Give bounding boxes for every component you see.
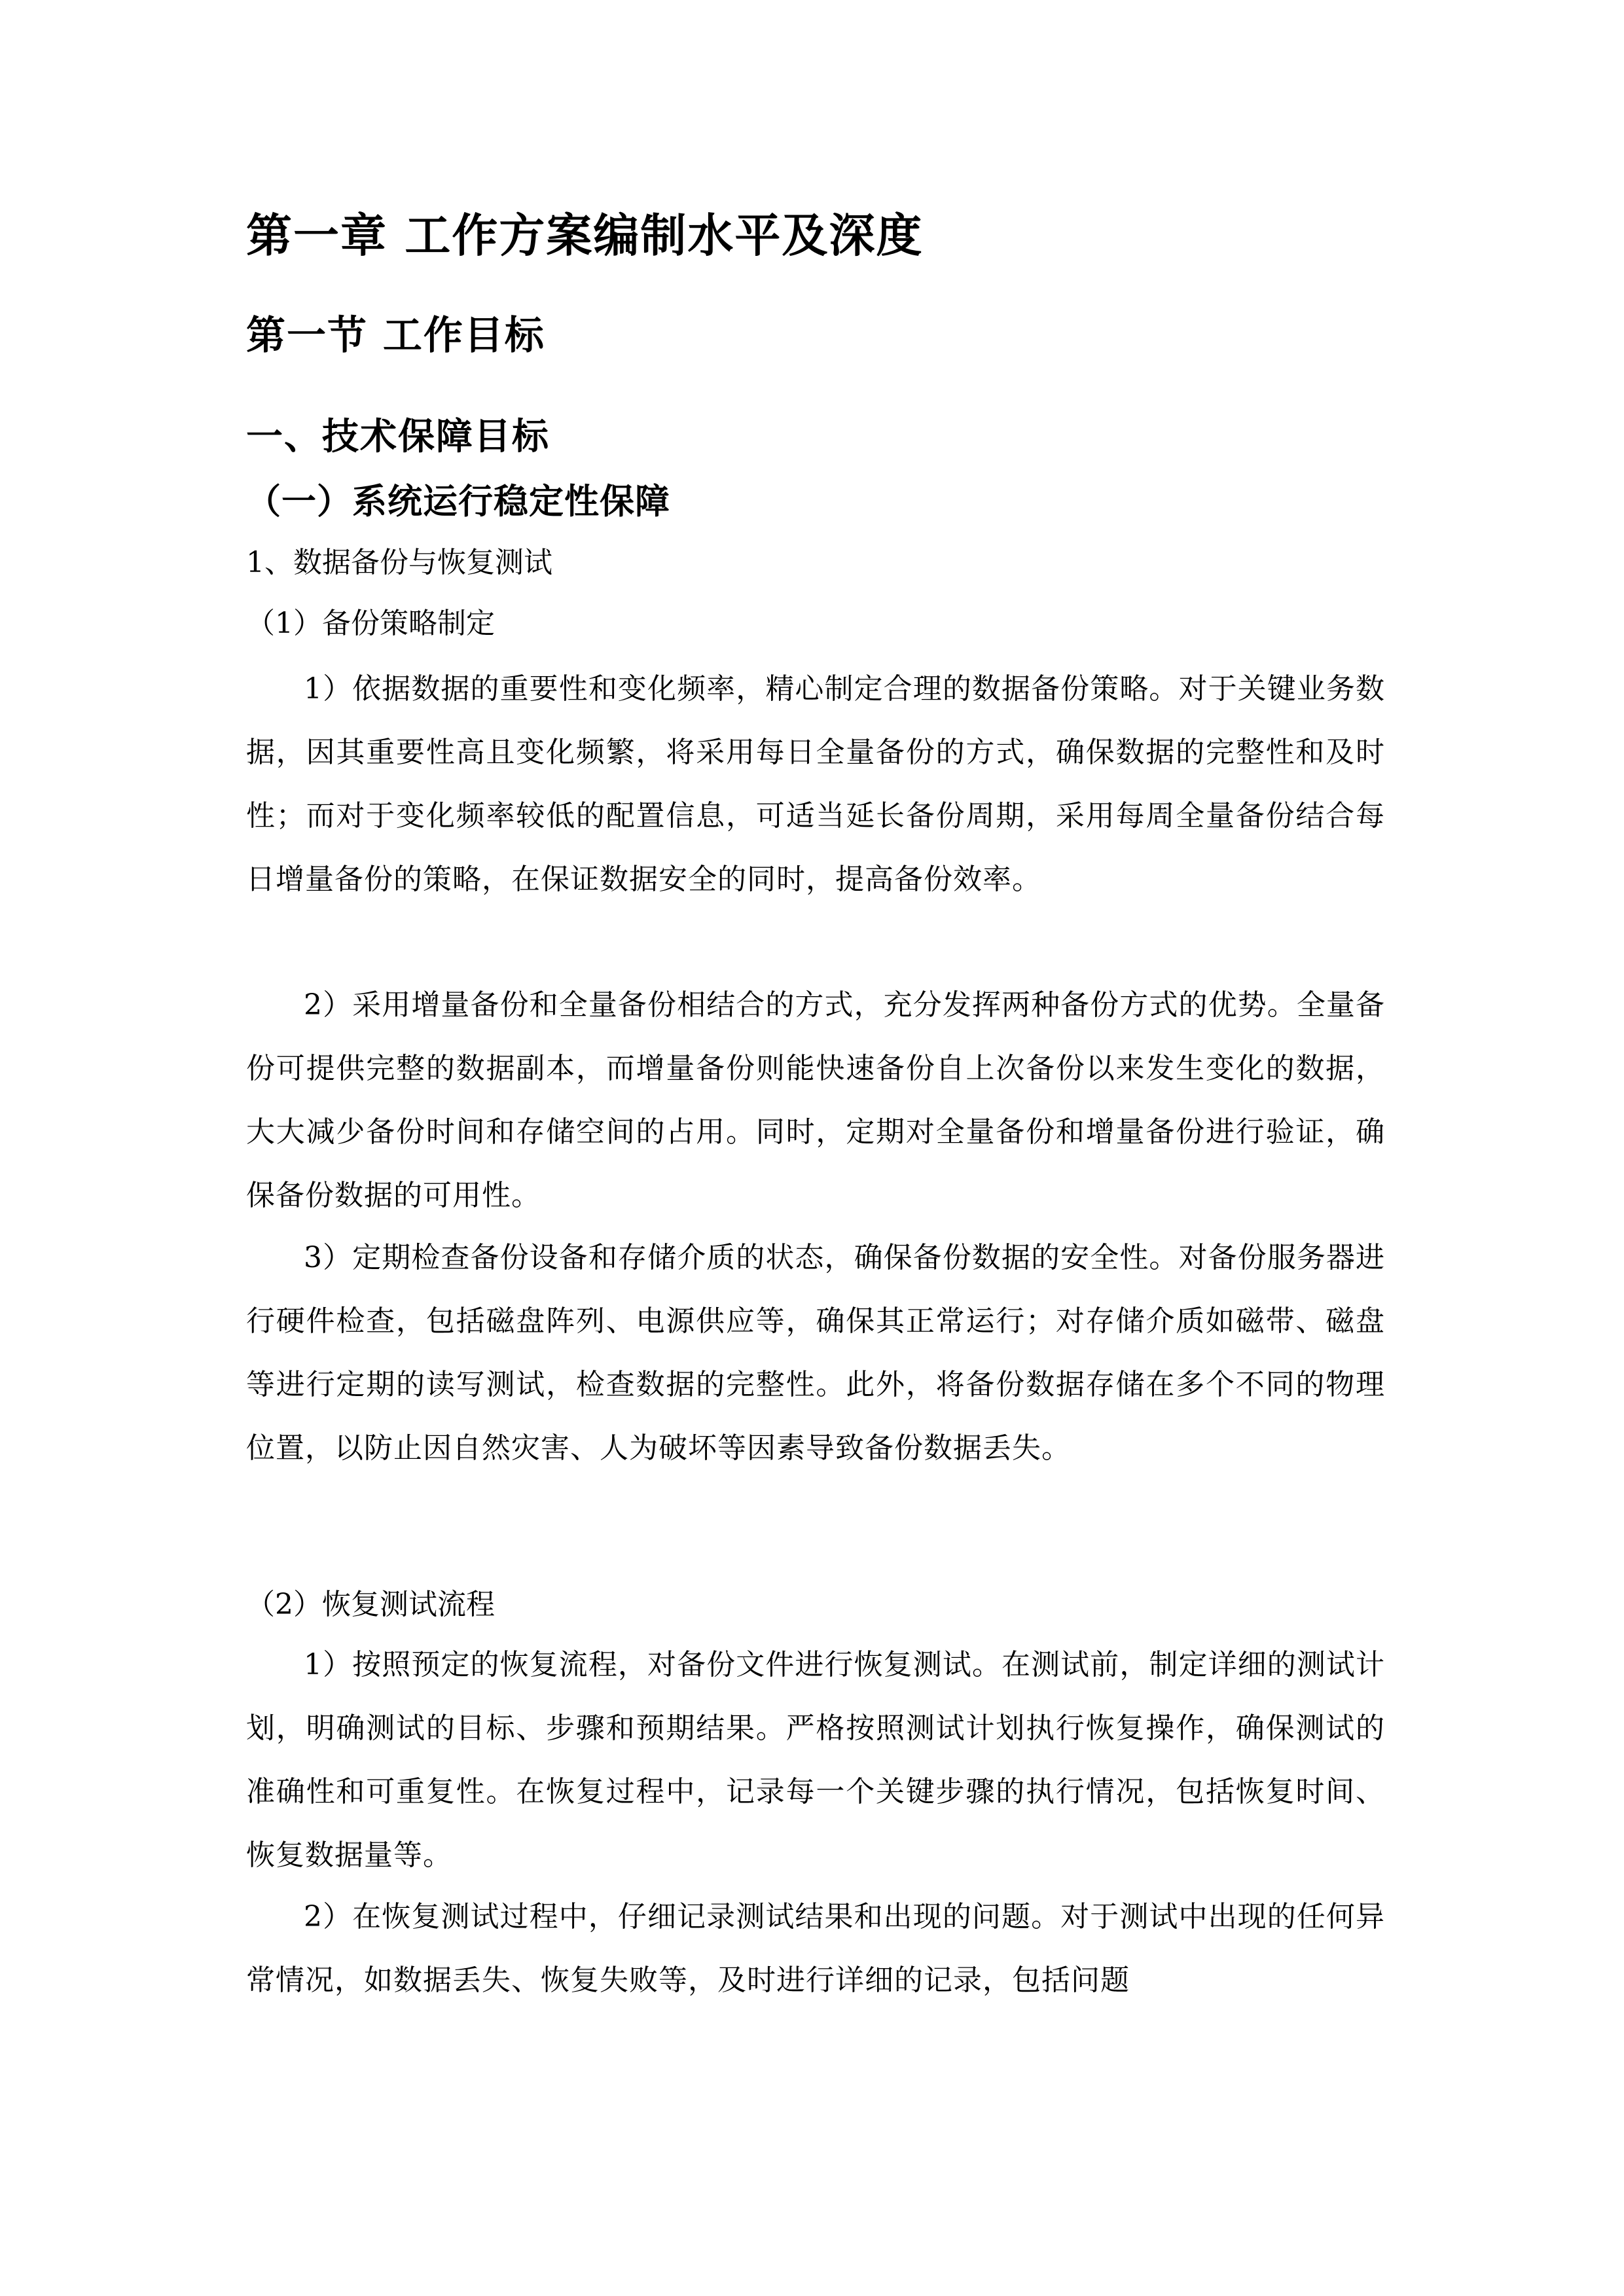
sub-heading-backup-strategy: （1）备份策略制定 [246,607,495,640]
sub-heading-recovery-test: （2）恢复测试流程 [246,1588,495,1621]
paragraph: 2）采用增量备份和全量备份相结合的方式，充分发挥两种备份方式的优势。全量备份可提供完整的数据副本，而增量备份则能快速备份自上次备份以来发生变化的数据，大大减少备份时间和存储空间的占用。同时，定期对全量备份和增量备份进行验证，确保备份数据的可用性。 [246,988,1385,1212]
chapter-title: 第一章 工作方案编制水平及深度 [246,209,924,262]
paragraph: 1）依据数据的重要性和变化频率，精心制定合理的数据备份策略。对于关键业务数据，因其重要性高且变化频繁，将采用每日全量备份的方式，确保数据的完整性和及时性；而对于变化频率较低的配置信息，可适当延长备份周期，采用每周全量备份结合每日增量备份的策略，在保证数据安全的同时，提高备份效率。 [246,672,1385,896]
subsubsection-title: （一）系统运行稳定性保障 [246,482,670,522]
paragraph: 1）按照预定的恢复流程，对备份文件进行恢复测试。在测试前，制定详细的测试计划，明确测试的目标、步骤和预期结果。严格按照测试计划执行恢复操作，确保测试的准确性和可重复性。在恢复过程中，记录每一个关键步骤的执行情况，包括恢复时间、恢复数据量等。 [246,1648,1385,1872]
paragraph: 2）在恢复测试过程中，仔细记录测试结果和出现的问题。对于测试中出现的任何异常情况，如数据丢失、恢复失败等，及时进行详细的记录，包括问题 [246,1900,1385,1997]
paragraph: 3）定期检查备份设备和存储介质的状态，确保备份数据的安全性。对备份服务器进行硬件检查，包括磁盘阵列、电源供应等，确保其正常运行；对存储介质如磁带、磁盘等进行定期的读写测试，检查数据的完整性。此外，将备份数据存储在多个不同的物理位置，以防止因自然灾害、人为破坏等因素导致备份数据丢失。 [246,1241,1385,1465]
section-title: 第一节 工作目标 [246,313,545,359]
subsection-title: 一、技术保障目标 [246,416,550,458]
item-title: 1、数据备份与恢复测试 [246,546,552,579]
